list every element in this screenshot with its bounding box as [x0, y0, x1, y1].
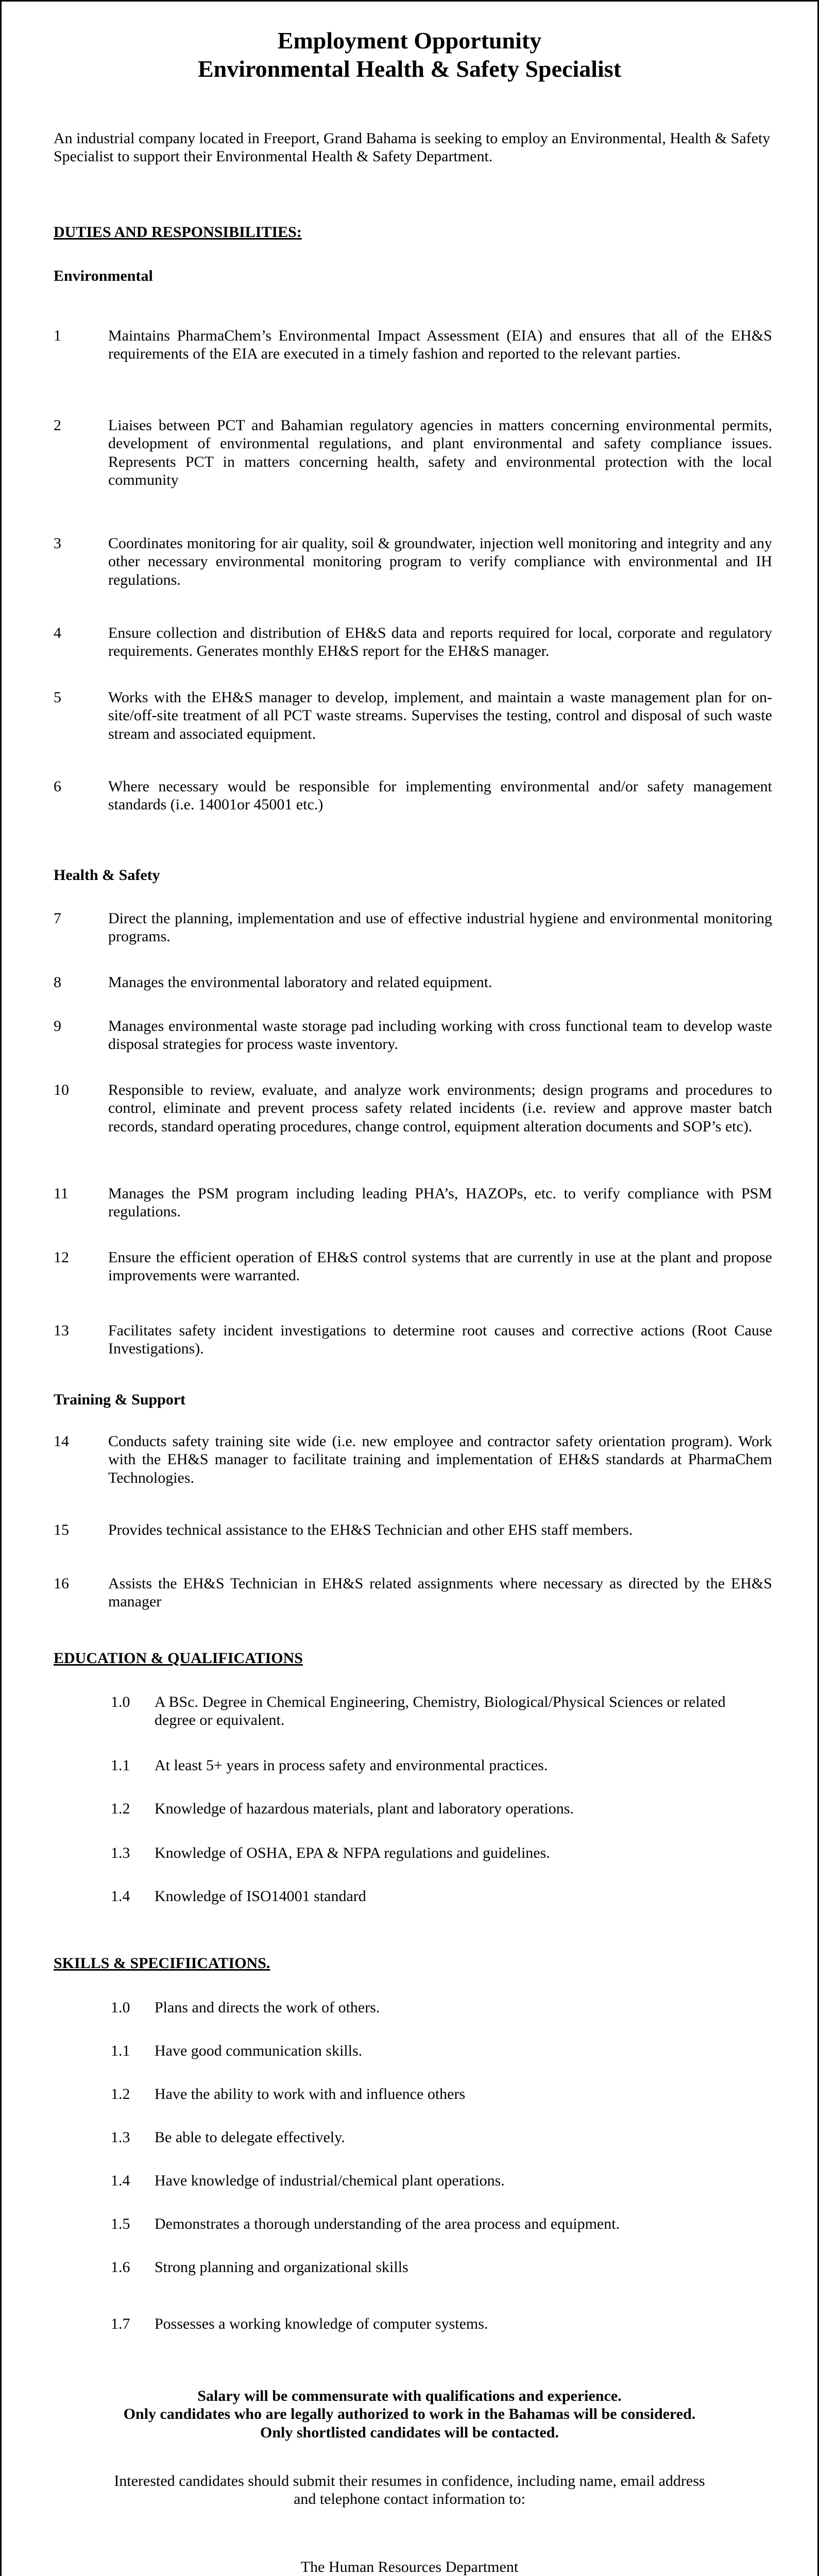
- duties-heading-colon: :: [296, 224, 302, 241]
- duty-item-4: [54, 624, 772, 660]
- skill-text: Have the ability to work with and influence others: [155, 2086, 466, 2103]
- health-safety-subheading: Health & Safety: [54, 867, 160, 884]
- skill-number: 1.7: [111, 2315, 130, 2332]
- duty-text: Liaises between PCT and Bahamian regulatory agencies in matters concerning environmental permits, development of environmental regulations, and plant environmental and safety compliance issues. Represents PCT in matters concerning health, safety and environmental protection with the local community: [108, 417, 772, 489]
- skill-text: Plans and directs the work of others.: [155, 1999, 380, 2016]
- duty-number: 10: [54, 1081, 69, 1098]
- education-item: [111, 1844, 770, 1862]
- education-text: Knowledge of hazardous materials, plant and laboratory operations.: [155, 1800, 574, 1817]
- contact-department: The Human Resources Department: [300, 2558, 519, 2575]
- duty-item-6: [54, 777, 772, 814]
- duty-text: Where necessary would be responsible for implementing environmental and/or safety management standards (i.e. 14001or 45001 etc.): [108, 778, 772, 814]
- skill-item: [111, 2085, 770, 2103]
- education-text: At least 5+ years in process safety and environmental practices.: [155, 1757, 548, 1774]
- duty-item-5: [54, 688, 772, 743]
- duty-number: 11: [54, 1185, 69, 1202]
- posting-title: [2, 26, 817, 83]
- duty-number: 16: [54, 1575, 69, 1592]
- duty-number: 2: [54, 417, 61, 434]
- skill-number: 1.0: [111, 1999, 130, 2016]
- duty-text: Conducts safety training site wide (i.e. new employee and contractor safety orientation program). Work with the EH&S manager to facilitate training and implementation of EH&S standards at PharmaChem Technologies.: [108, 1433, 772, 1486]
- duty-text: Provides technical assistance to the EH&S Technician and other EHS staff members.: [108, 1521, 633, 1538]
- skill-item: [111, 2128, 770, 2146]
- duty-number: 4: [54, 624, 61, 641]
- duty-text: Direct the planning, implementation and use of effective industrial hygiene and environmental monitoring programs.: [108, 910, 772, 945]
- duty-item-1: [54, 327, 772, 363]
- skill-item: [111, 2172, 770, 2190]
- education-number: 1.2: [111, 1800, 130, 1817]
- skill-item: [111, 2215, 770, 2233]
- duty-number: 14: [54, 1433, 69, 1450]
- submission-instructions: [2, 2472, 817, 2509]
- duty-text: Responsible to review, evaluate, and analyze work environments; design programs and procedures to control, eliminate and prevent process safety related incidents (i.e. review and approve master batch records, standard operating procedures, change control, equipment alteration documents and SOP’s etc).: [108, 1081, 772, 1135]
- salary-notice: [2, 2387, 817, 2442]
- submit-line-1: Interested candidates should submit their resumes in confidence, including name, email address: [114, 2472, 705, 2489]
- duty-number: 6: [54, 778, 61, 795]
- duty-item-2: [54, 416, 772, 489]
- education-text: A BSc. Degree in Chemical Engineering, Chemistry, Biological/Physical Sciences or related degree or equivalent.: [155, 1693, 726, 1729]
- duty-item-7: [54, 909, 772, 946]
- duty-number: 3: [54, 535, 61, 552]
- skill-text: Strong planning and organizational skills: [155, 2259, 408, 2276]
- education-number: 1.0: [111, 1693, 130, 1710]
- duty-item-13: [54, 1321, 772, 1358]
- duty-number: 7: [54, 910, 61, 927]
- education-number: 1.1: [111, 1757, 130, 1774]
- duty-number: 13: [54, 1322, 69, 1339]
- duty-item-10: [54, 1081, 772, 1136]
- skill-text: Possesses a working knowledge of computer systems.: [155, 2315, 488, 2332]
- skill-item: [111, 2315, 770, 2333]
- salary-line-3: Only shortlisted candidates will be contacted.: [260, 2424, 559, 2441]
- duty-item-14: [54, 1432, 772, 1487]
- skill-item: [111, 1998, 770, 2016]
- duty-text: Works with the EH&S manager to develop, implement, and maintain a waste management plan for on-site/off-site treatment of all PCT waste streams. Supervises the testing, control and disposal of such waste stream and associated equipment.: [108, 689, 772, 742]
- duty-text: Maintains PharmaChem’s Environmental Impact Assessment (EIA) and ensures that all of the EH&S requirements of the EIA are executed in a timely fashion and reported to the relevant parties.: [108, 327, 772, 363]
- intro-paragraph: An industrial company located in Freeport, Grand Bahama is seeking to employ an Environmental, Health & Safety Specialist to support their Environmental Health & Safety Department.: [54, 130, 771, 165]
- skill-number: 1.3: [111, 2129, 130, 2146]
- skill-number: 1.2: [111, 2086, 130, 2103]
- duty-text: Manages environmental waste storage pad including working with cross functional team to develop waste disposal strategies for process waste inventory.: [108, 1018, 772, 1053]
- skill-number: 1.4: [111, 2172, 130, 2189]
- skills-heading: SKILLS & SPECIFIICATIONS.: [54, 1955, 270, 1972]
- duty-number: 15: [54, 1521, 69, 1538]
- submit-line-2: and telephone contact information to:: [294, 2490, 525, 2508]
- skill-text: Be able to delegate effectively.: [155, 2129, 345, 2146]
- title-line-1: Employment Opportunity: [277, 27, 542, 54]
- education-heading: EDUCATION & QUALIFICATIONS: [54, 1650, 303, 1667]
- duty-item-15: [54, 1521, 772, 1539]
- training-subheading: Training & Support: [54, 1391, 186, 1408]
- duty-number: 12: [54, 1249, 69, 1266]
- duty-item-12: [54, 1248, 772, 1285]
- skill-item: [111, 2042, 770, 2060]
- title-line-2: Environmental Health & Safety Specialist: [197, 56, 622, 82]
- duty-number: 5: [54, 689, 61, 706]
- skill-number: 1.5: [111, 2215, 130, 2232]
- duty-item-11: [54, 1184, 772, 1221]
- education-text: Knowledge of ISO14001 standard: [155, 1888, 366, 1905]
- education-text: Knowledge of OSHA, EPA & NFPA regulations and guidelines.: [155, 1844, 550, 1861]
- duty-text: Ensure collection and distribution of EH&S data and reports required for local, corporate and regulatory requirements. Generates monthly EH&S report for the EH&S manager.: [108, 624, 772, 660]
- skill-number: 1.6: [111, 2259, 130, 2276]
- duty-item-3: [54, 534, 772, 589]
- duty-number: 8: [54, 974, 61, 991]
- education-item: [111, 1756, 770, 1774]
- duty-number: 1: [54, 327, 61, 344]
- skill-number: 1.1: [111, 2042, 130, 2059]
- duty-item-9: [54, 1017, 772, 1054]
- duties-heading: [54, 223, 302, 241]
- education-item: [111, 1800, 770, 1818]
- education-number: 1.4: [111, 1888, 130, 1905]
- skill-text: Have good communication skills.: [155, 2042, 363, 2059]
- duty-item-8: [54, 973, 772, 991]
- duty-text: Manages the environmental laboratory and related equipment.: [108, 974, 492, 991]
- duty-item-16: [54, 1574, 772, 1611]
- duty-text: Ensure the efficient operation of EH&S control systems that are currently in use at the plant and propose improvements were warranted.: [108, 1249, 772, 1284]
- duty-text: Manages the PSM program including leading PHA’s, HAZOPs, etc. to verify compliance with PSM regulations.: [108, 1185, 772, 1221]
- salary-line-2: Only candidates who are legally authorized to work in the Bahamas will be considered.: [123, 2405, 696, 2423]
- duty-number: 9: [54, 1018, 61, 1035]
- contact-block: [2, 2558, 817, 2576]
- education-item: [111, 1887, 770, 1905]
- skill-item: [111, 2258, 770, 2276]
- skill-text: Have knowledge of industrial/chemical plant operations.: [155, 2172, 505, 2189]
- skill-text: Demonstrates a thorough understanding of the area process and equipment.: [155, 2215, 620, 2232]
- duties-heading-text: DUTIES AND RESPONSIBILITIES: [54, 224, 297, 241]
- education-number: 1.3: [111, 1844, 130, 1861]
- salary-line-1: Salary will be commensurate with qualifications and experience.: [197, 2387, 622, 2404]
- duty-text: Assists the EH&S Technician in EH&S related assignments where necessary as directed by the EH&S manager: [108, 1575, 772, 1611]
- duty-text: Facilitates safety incident investigations to determine root causes and corrective actions (Root Cause Investigations).: [108, 1322, 772, 1358]
- duty-text: Coordinates monitoring for air quality, soil & groundwater, injection well monitoring and integrity and any other necessary environmental monitoring program to verify compliance with environmental and IH regulations.: [108, 535, 772, 588]
- environmental-subheading: Environmental: [54, 267, 153, 284]
- education-item: [111, 1693, 770, 1730]
